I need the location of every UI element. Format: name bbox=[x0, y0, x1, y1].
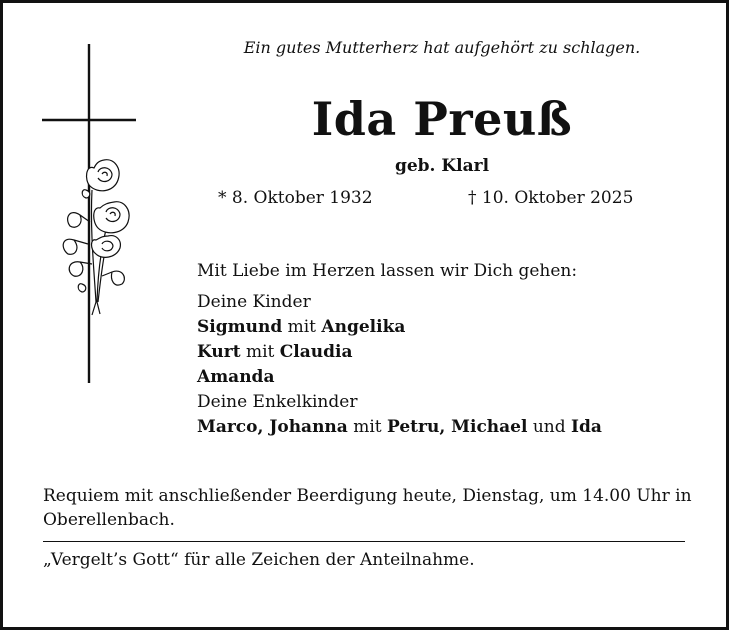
partner-name: Angelika bbox=[321, 317, 406, 337]
deceased-name: Ida Preuß bbox=[311, 92, 573, 146]
with-word: mit bbox=[287, 317, 317, 337]
family-list bbox=[197, 290, 602, 440]
grandchildren-names: Petru, Michael bbox=[387, 417, 528, 437]
service-info: Requiem mit anschließender Beerdigung heute, Dienstag, um 14.00 Uhr in Oberellenbach. bbox=[43, 486, 692, 530]
grandchildren-names: Marco, Johanna bbox=[197, 417, 348, 437]
with-word: mit bbox=[245, 342, 275, 362]
divider bbox=[43, 541, 685, 542]
with-word: mit bbox=[353, 417, 382, 437]
cross-with-roses-icon bbox=[40, 40, 140, 385]
death-date: † 10. Oktober 2025 bbox=[468, 188, 634, 208]
children-label: Deine Kinder bbox=[197, 292, 311, 312]
and-word: und bbox=[532, 417, 566, 437]
birth-name: geb. Klarl bbox=[394, 156, 490, 176]
family-line-3 bbox=[197, 365, 602, 390]
motto: Ein gutes Mutterherz hat aufgehört zu schlagen. bbox=[243, 38, 641, 57]
partner-name: Claudia bbox=[279, 342, 353, 362]
thanks-line: „Vergelt’s Gott“ für alle Zeichen der Anteilnahme. bbox=[43, 550, 475, 570]
child-name: Amanda bbox=[197, 367, 275, 387]
grandchildren-names: Ida bbox=[571, 417, 602, 437]
family-line-2 bbox=[197, 340, 602, 365]
child-name: Sigmund bbox=[197, 317, 283, 337]
birth-date: * 8. Oktober 1932 bbox=[218, 188, 373, 208]
family-line-1 bbox=[197, 315, 602, 340]
roses-icon bbox=[63, 160, 129, 315]
farewell-intro: Mit Liebe im Herzen lassen wir Dich gehen: bbox=[197, 261, 578, 281]
grandchildren-line bbox=[197, 415, 602, 440]
grandchildren-label: Deine Enkelkinder bbox=[197, 392, 358, 412]
child-name: Kurt bbox=[197, 342, 241, 362]
